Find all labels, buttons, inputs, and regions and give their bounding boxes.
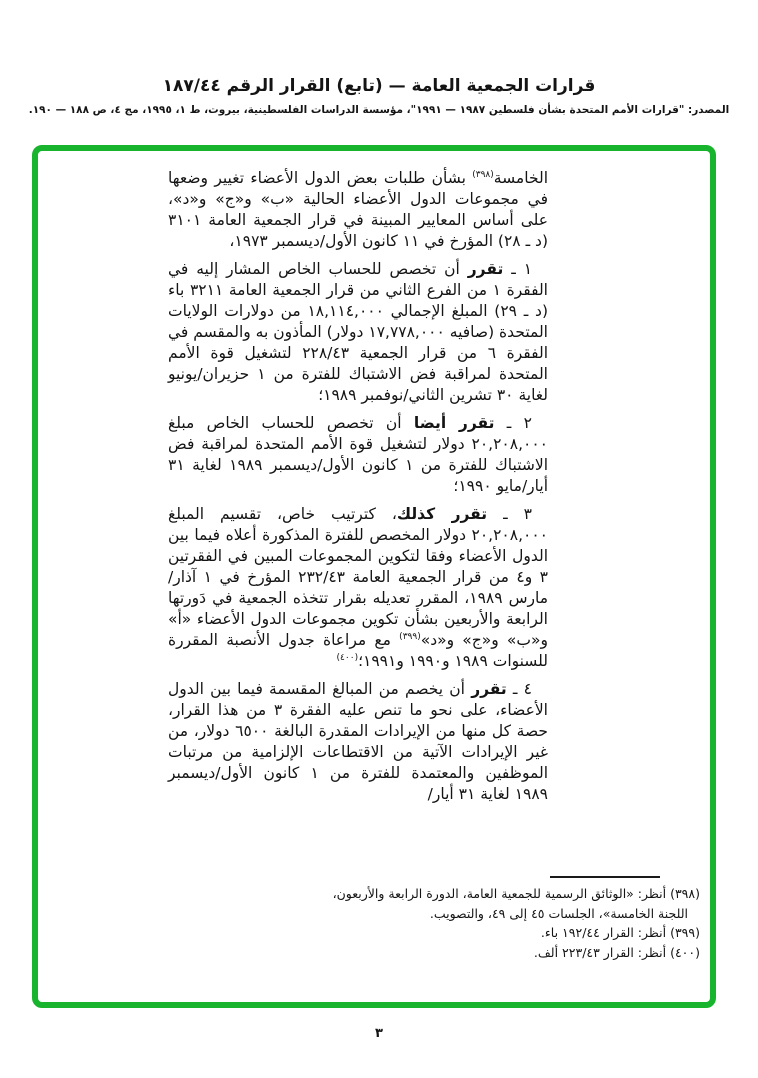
text-run: مع مراعاة جدول الأنصبة المقررة للسنوات ١٩٨٩ و١٩٩٠ و١٩٩١؛: [168, 631, 548, 670]
text-run: أن يخصم من المبالغ المقسمة فيما بين الدول الأعضاء، على نحو ما تنص عليه الفقرة ٣ من هذا القرار، حصة كل منها من الإيرادات المقدرة البالغة ٦٥٠٠ دولار، من غير الإيرادات الآتية من الاقتطاعات الإلزامية من مرتبات الموظفين والمعتمدة للفترة من ١ كانون الأول/ديسمبر ١٩٨٩ لغاية ٣١ أيار/: [168, 680, 549, 803]
text-run: ٣ ـ: [487, 505, 532, 523]
text-run: أن تخصص للحساب الخاص المشار إليه في الفقرة ١ من الفرع الثاني من قرار الجمعية العامة ٣٢١١ باء (د ـ ٢٩) المبلغ الإجمالي ١٨,١١٤,٠٠٠ من دولارات الولايات المتحدة (صافيه ١٧,٧٧٨,٠٠٠ دولار) المأذون به والمقسم في الفقرة ٦ من قرار الجمعية ٢٢٨/٤٣ لتشغيل قوة الأمم المتحدة لمراقبة فض الاشتباك للفترة من ١ حزيران/يونيو لغاية ٣٠ تشرين الثاني/نوفمبر ١٩٨٩؛: [168, 260, 548, 404]
source-line: المصدر: "قرارات الأمم المتحدة بشأن فلسطين ١٩٨٧ — ١٩٩١"، مؤسسة الدراسات الفلسطينية، بيروت، ط ١، ١٩٩٥، مج ٤، ص ١٨٨ — ١٩٠.: [28, 104, 730, 116]
footnote-line: (٤٠٠) أنظر: القرار ٢٢٣/٤٣ ألف.: [533, 944, 700, 960]
text-run: تقرر: [467, 260, 504, 278]
text-run: ٤ ـ: [506, 680, 532, 698]
text-run: ١ ـ: [503, 260, 533, 278]
footnote-line: اللجنة الخامسة»، الجلسات ٤٥ إلى ٤٩، والتصويب.: [429, 905, 688, 921]
paragraph: [168, 259, 548, 406]
paragraph: [168, 679, 548, 805]
text-run: ، كترتيب خاص، تقسيم المبلغ ٢٠,٢٠٨,٠٠٠ دولار المخصص للفترة المذكورة أعلاه فيما بين الدول الأعضاء وفقا لتكوين المجموعات المبين في الفقرتين ٣ و٤ من قرار الجمعية العامة ٢٣٢/٤٣ المؤرخ في ١ آذار/مارس ١٩٨٩، المقرر تعديله بقرار تتخذه الجمعية في دَورتها الرابعة والأربعين بشأن تكوين مجموعات الدول الأعضاء «أ» و«ب» و«ج» و«د»: [168, 505, 549, 649]
footnote-line: (٣٩٨) أنظر: «الوثائق الرسمية للجمعية العامة، الدورة الرابعة والأربعون،: [332, 886, 700, 901]
resolution-text: [168, 168, 548, 812]
text-run: أن تخصص للحساب الخاص مبلغ ٢٠,٢٠٨,٠٠٠ دولار لتشغيل قوة الأمم المتحدة لمراقبة فض الاشتباك للفترة من ١ كانون الأول/ديسمبر ١٩٨٩ لغاية ٣١ أيار/مايو ١٩٩٠؛: [168, 414, 548, 495]
text-run: الخامسة: [493, 169, 548, 187]
text-run: تقرر كذلك: [396, 505, 488, 523]
footnote-marker: (٤٠٠): [336, 652, 359, 663]
page-title: قرارات الجمعية العامة — (تابع) القرار الرقم ١٨٧/٤٤: [162, 76, 596, 96]
paragraph: [168, 504, 548, 672]
page-number: ٣: [375, 1026, 383, 1041]
text-run: تقرر أيضا: [413, 414, 495, 432]
text-run: تقرر: [471, 680, 507, 698]
footnote-marker: (٣٩٩): [399, 631, 421, 642]
highlight-box: [32, 145, 716, 1008]
footnotes: [78, 884, 700, 962]
paragraph: [168, 168, 548, 252]
text-run: بشأن طلبات بعض الدول الأعضاء تغيير وضعها في مجموعات الدول الأعضاء الحالية «ب» و«ج» و«د»، على أساس المعايير المبينة في قرار الجمعية العامة ٣١٠١ (د ـ ٢٨) المؤرخ في ١١ كانون الأول/ديسمبر ١٩٧٣،: [168, 169, 548, 250]
footnote-separator: [550, 876, 660, 878]
footnote-line: (٣٩٩) أنظر: القرار ١٩٢/٤٤ باء.: [540, 925, 700, 940]
text-run: ٢ ـ: [494, 414, 532, 432]
paragraph: [168, 413, 548, 497]
footnote-marker: (٣٩٨): [472, 169, 494, 180]
